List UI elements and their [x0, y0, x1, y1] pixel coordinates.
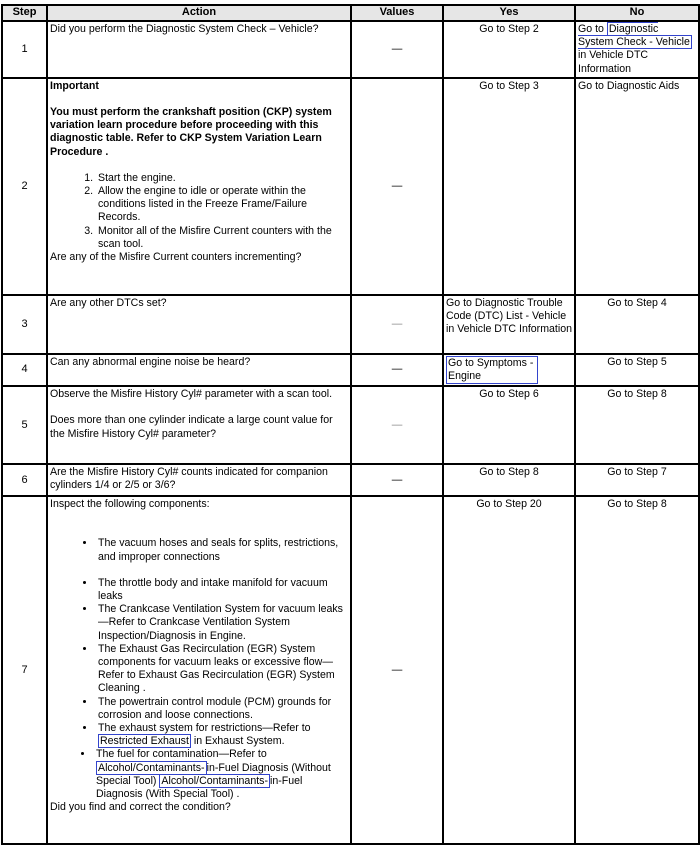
table-row	[2, 295, 699, 354]
important-text: You must perform the crankshaft position (CKP) system variation learn procedure before proceeding with this diagnostic table. Refer to CKP System Variation Learn Procedure .	[50, 106, 332, 158]
question: Did you perform the Diagnostic System Check – Vehicle?	[50, 23, 319, 35]
no-action: Go to Diagnostic Aids	[578, 79, 680, 92]
alcohol-contaminants-link[interactable]: Alcohol/Contaminants-	[161, 774, 268, 787]
procedure-list	[50, 172, 348, 251]
list-item: • The Crankcase Ventilation System for vacuum leaks—Refer to Crankcase Ventilation System Inspection/Diagnosis in Engine.	[96, 603, 348, 643]
question: Did you find and correct the condition?	[50, 801, 231, 814]
no-action: Go to Step 8	[607, 498, 667, 511]
no-action: Go to Step 4	[607, 296, 667, 309]
action-cell	[47, 21, 351, 78]
symptoms-engine-link[interactable]: Go to Symptoms - Engine	[446, 356, 538, 384]
yes-action: Go to Step 2	[479, 23, 539, 35]
list-item: • The throttle body and intake manifold for vacuum leaks	[96, 577, 348, 603]
question: Does more than one cylinder indicate a large count value for the Misfire History Cyl# parameter?	[50, 414, 333, 440]
step-number: 2	[2, 78, 47, 295]
header-step: Step	[2, 5, 47, 21]
no-cell	[575, 386, 699, 464]
list-item	[94, 748, 348, 801]
no-cell	[575, 78, 699, 295]
value-cell: —	[351, 295, 443, 354]
no-action: Go to Step 5	[607, 355, 667, 368]
no-cell	[575, 354, 699, 386]
yes-cell: Go to Diagnostic Trouble Code (DTC) List - Vehicle in Vehicle DTC Information	[443, 295, 575, 354]
yes-action: Go to Step 6	[479, 388, 539, 401]
diagnostic-system-check-link[interactable]: Diagnostic System Check - Vehicle	[578, 23, 690, 49]
header-action: Action	[47, 5, 351, 21]
list-item: • The powertrain control module (PCM) grounds for corrosion and loose connections.	[96, 696, 348, 722]
table-row	[2, 464, 699, 496]
list-item: 2. Allow the engine to idle or operate within the conditions listed in the Freeze Frame/Failure Records.	[96, 185, 348, 225]
item-text: The fuel for contamination—Refer to	[96, 748, 267, 761]
no-cell	[575, 496, 699, 844]
list-item: 1. Start the engine.	[96, 172, 348, 185]
question: Are any other DTCs set?	[50, 296, 167, 309]
step-number: 6	[2, 464, 47, 496]
header-row	[2, 5, 699, 21]
yes-action: Go to Step 20	[476, 498, 542, 511]
value-cell: —	[351, 386, 443, 464]
action-cell	[47, 295, 351, 354]
value-cell: —	[351, 464, 443, 496]
important-heading: Important	[50, 79, 99, 92]
no-cell	[575, 21, 699, 78]
no-prefix: Go to	[578, 23, 607, 35]
list-item: • The Exhaust Gas Recirculation (EGR) System components for vacuum leaks or excessive flow—Refer to Exhaust Gas Recirculation (EGR) System Cleaning .	[96, 643, 348, 696]
table-row	[2, 496, 699, 844]
yes-cell	[443, 386, 575, 464]
yes-cell	[443, 21, 575, 78]
action-cell	[47, 354, 351, 386]
list-item: 3. Monitor all of the Misfire Current counters with the scan tool.	[96, 225, 348, 251]
action-cell	[47, 78, 351, 295]
header-yes: Yes	[443, 5, 575, 21]
alcohol-contaminants-link[interactable]: Alcohol/Contaminants-	[98, 761, 205, 774]
list-item: • The vacuum hoses and seals for splits, restrictions, and improper connections	[96, 537, 348, 563]
step-number: 7	[2, 496, 47, 844]
question: Are the Misfire History Cyl# counts indicated for companion cylinders 1/4 or 2/5 or 3/6?	[50, 466, 328, 492]
list-item	[96, 722, 348, 748]
item-text: in-Fuel Diagnosis (With Special Tool) .	[96, 774, 303, 801]
yes-action: Go to Step 3	[479, 79, 539, 92]
yes-cell	[443, 354, 575, 386]
step-number: 1	[2, 21, 47, 78]
table-row	[2, 354, 699, 386]
question: Are any of the Misfire Current counters incrementing?	[50, 251, 302, 264]
step-number: 3	[2, 295, 47, 354]
yes-cell	[443, 464, 575, 496]
inspection-list	[50, 537, 348, 563]
value-cell: —	[351, 21, 443, 78]
inspection-list	[50, 577, 348, 801]
table-row	[2, 21, 699, 78]
step-number: 5	[2, 386, 47, 464]
diagnostic-table	[1, 4, 700, 845]
no-suffix: in Vehicle DTC Information	[578, 49, 649, 75]
header-no: No	[575, 5, 699, 21]
value-cell: —	[351, 78, 443, 295]
yes-cell	[443, 496, 575, 844]
yes-cell	[443, 78, 575, 295]
header-values: Values	[351, 5, 443, 21]
action-cell	[47, 464, 351, 496]
step-number: 4	[2, 354, 47, 386]
instruction: Observe the Misfire History Cyl# parameter with a scan tool.	[50, 388, 333, 401]
no-cell	[575, 295, 699, 354]
item-text: in Exhaust System.	[190, 735, 285, 748]
table-row	[2, 78, 699, 295]
yes-action: Go to Step 8	[479, 466, 539, 479]
table-row	[2, 386, 699, 464]
inspection-intro: Inspect the following components:	[50, 498, 210, 511]
item-text: in-Fuel Diagnosis (Without Special Tool)	[96, 761, 331, 787]
action-cell	[47, 496, 351, 844]
value-cell: —	[351, 354, 443, 386]
no-action: Go to Step 8	[607, 388, 667, 401]
question: Can any abnormal engine noise be heard?	[50, 355, 251, 368]
value-cell: —	[351, 496, 443, 844]
item-text: The exhaust system for restrictions—Refer to	[98, 722, 311, 735]
restricted-exhaust-link[interactable]: Restricted Exhaust	[100, 735, 189, 748]
no-action: Go to Step 7	[607, 466, 667, 479]
no-cell	[575, 464, 699, 496]
action-cell	[47, 386, 351, 464]
